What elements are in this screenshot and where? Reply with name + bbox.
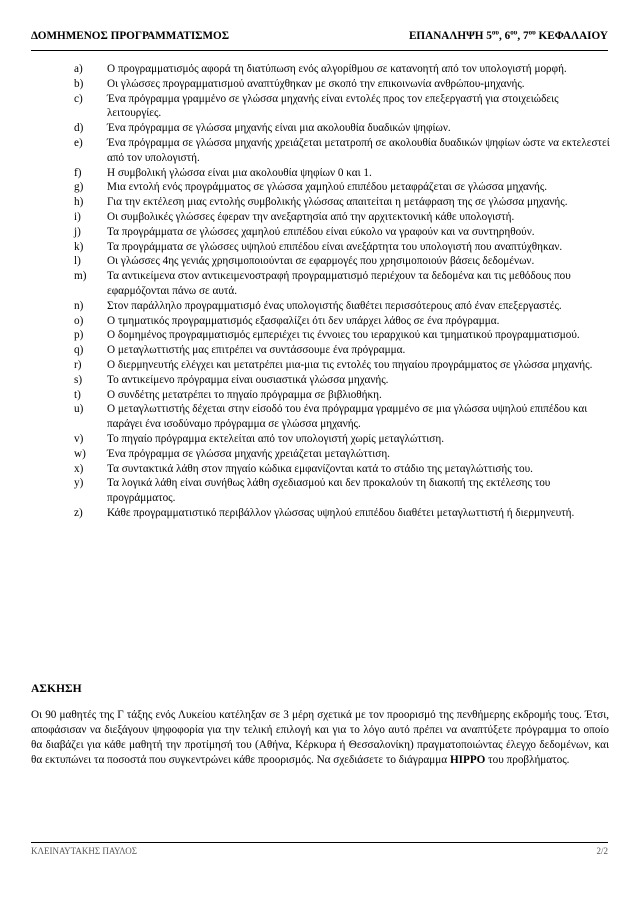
list-item-label: z) [74,506,83,519]
list-item [74,77,610,92]
list-item [74,314,610,329]
list-item-text: Ο μεταγλωττιστής δέχεται στην είσοδό του ένα πρόγραμμα γραμμένο σε μια γλώσσα υψηλού επιπέδου και παράγει ένα ισοδύναμο πρόγραμμα σε γλώσσα μηχανής. [107,403,588,431]
list-item [74,62,610,77]
list-item-text: Ο διερμηνευτής ελέγχει και μετατρέπει μια-μια τις εντολές του πηγαίου προγράμματος σε γλώσσα μηχανής. [107,358,593,371]
header-chapter-title: ΕΠΑΝΑΛΗΨΗ $5^{o\upsilon}$, $6^{o\upsilon}$, $7^{o\upsilon}$ ΚΕΦΑΛΑΙΟΥ [408,28,608,42]
list-item [74,462,610,477]
list-item-label: d) [74,122,84,135]
list-item [74,476,610,506]
list-item-text: Οι γλώσσες 4ης γενιάς χρησιμοποιούνται σε εφαρμογές που χρησιμοποιούν βάσεις δεδομένων. [107,255,535,268]
list-item-label: w) [74,447,86,460]
list-item-text: Τα συντακτικά λάθη στον πηγαίο κώδικα εμφανίζονται κατά το στάδιο της μεταγλώττισής του. [107,462,533,475]
list-item-label: u) [74,403,84,416]
list-item [74,254,610,269]
list-item-label: r) [74,358,82,371]
list-item [74,240,610,255]
list-item-text: Τα αντικείμενα στον αντικειμενοστραφή προγραμματισμό περιέχουν τα δεδομένα και τις μεθόδους που εφαρμόζονται πάνω σε αυτά. [107,270,571,297]
list-item-label: k) [74,240,84,253]
page-header [31,30,608,46]
list-item-label: l) [74,255,81,268]
list-item [74,432,610,447]
list-item-text: Τα λογικά λάθη είναι συνήθως λάθη σχεδιασμού και δεν προκαλούν τη διακοπή της εκτέλεσης του προγράμματος. [107,477,551,505]
list-item [74,166,610,181]
list-item [74,136,610,166]
exercise-text: Οι 90 μαθητές της Γ τάξης ενός Λυκείου κατέληξαν σε 3 μέρη σχετικά με τον προορισμό της πενθήμερης εκδρομής τους. Έτσι, αποφάσισαν να διεξάγουν ψηφοφορία για την τελική επιλογή και για το λόγο αυτό πρέπει να αναπτύξετε πρόγραμμα το οποίο θα διαβάζει για κάθε μαθητή την προτίμησή του (Αθήνα, Κέρκυρα ή Θεσσαλονίκη) πραγματοποιώντας έλεγχο δεδομένων, και θα εκτυπώνει τα ποσοστά που συγκεντρώνει κάθε προορισμός. Να σχεδιάσετε το διάγραμμα HIPPO του προβλήματος. [31,709,609,766]
list-item-text: Η συμβολική γλώσσα είναι μια ακολουθία ψηφίων 0 και 1. [107,166,372,179]
list-item-text: Τα προγράμματα σε γλώσσες χαμηλού επιπέδου είναι εύκολο να γραφούν και να συντηρηθούν. [107,225,535,238]
list-item-label: o) [74,314,84,327]
list-item-label: i) [74,210,81,223]
list-item-label: h) [74,196,84,209]
list-item-label: j) [74,225,81,238]
list-item-text: Ο προγραμματισμός αφορά τη διατύπωση ενός αλγορίθμου σε κατανοητή από τον υπολογιστή μορφή. [107,63,567,75]
exercise-title: ΑΣΚΗΣΗ [31,682,82,695]
list-item-label: a) [74,63,83,75]
list-item [74,373,610,388]
list-item-label: v) [74,432,84,445]
list-item-text: Ένα πρόγραμμα σε γλώσσα μηχανής είναι μια ακολουθία δυαδικών ψηφίων. [107,122,451,135]
list-item-label: m) [74,270,87,283]
list-item-text: Για την εκτέλεση μιας εντολής συμβολικής γλώσσας απαιτείται η μετάφραση της σε γλώσσα μηχανής. [107,196,568,209]
list-item-label: b) [74,77,84,90]
list-item-label: t) [74,388,81,401]
list-item-text: Οι συμβολικές γλώσσες έφεραν την ανεξαρτησία από την αρχιτεκτονική κάθε υπολογιστή. [107,210,515,223]
footer-author: ΚΛΕΙΝΑΥΤΑΚΗΣ ΠΑΥΛΟΣ [31,846,137,856]
footer-page-number: 2/2 [596,846,608,856]
list-item [74,506,610,521]
list-item [74,402,610,432]
list-item-text: Ο συνδέτης μετατρέπει το πηγαίο πρόγραμμα σε βιβλιοθήκη. [107,388,382,401]
footer-divider [31,842,608,843]
list-item [74,299,610,314]
list-item-text: Ένα πρόγραμμα σε γλώσσα μηχανής χρειάζεται μετατροπή σε ακολουθία δυαδικών ψηφίων ώστε να εκτελεστεί από τον υπολογιστή. [107,136,610,164]
list-item-text: Τα προγράμματα σε γλώσσες υψηλού επιπέδου είναι ανεξάρτητα του υπολογιστή που αναπτύχθηκαν. [107,240,563,253]
list-item-text: Ο δομημένος προγραμματισμός εμπεριέχει τις έννοιες του ιεραρχικού και τμηματικού προγραμματισμού. [107,329,580,342]
list-item-label: c) [74,92,83,105]
list-item-label: x) [74,462,84,475]
list-item [74,269,610,299]
list-item-label: y) [74,477,84,490]
statement-list [74,62,610,521]
list-item-text: Ένα πρόγραμμα σε γλώσσα μηχανής χρειάζεται μεταγλώττιση. [107,447,390,460]
list-item-text: Ο τμηματικός προγραμματισμός εξασφαλίζει ότι δεν υπάρχει λάθος σε ένα πρόγραμμα. [107,314,500,327]
list-item [74,358,610,373]
list-item-text: Το πηγαίο πρόγραμμα εκτελείται από τον υπολογιστή χωρίς μεταγλώττιση. [107,432,444,445]
list-item [74,210,610,225]
header-divider [31,50,608,51]
list-item-label: n) [74,299,84,312]
list-item [74,92,610,122]
list-item [74,328,610,343]
hippo-term: HIPPO [449,754,486,766]
list-item-text: Ο μεταγλωττιστής μας επιτρέπει να συντάσσουμε ένα πρόγραμμα. [107,344,406,357]
list-item-text: Μια εντολή ενός προγράμματος σε γλώσσα χαμηλού επιπέδου μεταφράζεται σε γλώσσα μηχανής. [107,181,548,194]
list-item [74,343,610,358]
list-item [74,180,610,195]
list-item-label: g) [74,181,84,194]
list-item-text: Το αντικείμενο πρόγραμμα είναι ουσιαστικά γλώσσα μηχανής. [107,373,389,386]
header-course-title: ΔΟΜΗΜΕΝΟΣ ΠΡΟΓΡΑΜΜΑΤΙΣΜΟΣ [31,30,230,42]
list-item [74,225,610,240]
list-item-text: Ένα πρόγραμμα γραμμένο σε γλώσσα μηχανής είναι εντολές προς τον επεξεργαστή για στοιχειώδεις λειτουργίες. [107,92,559,120]
list-item [74,388,610,403]
list-item-text: Στον παράλληλο προγραμματισμό ένας υπολογιστής διαθέτει περισσότερους από έναν επεξεργαστές. [107,299,562,312]
list-item-label: e) [74,136,83,149]
list-item-label: q) [74,344,84,357]
list-item [74,447,610,462]
list-item-text: Κάθε προγραμματιστικό περιβάλλον γλώσσας υψηλού επιπέδου διαθέτει μεταγλωττιστή ή διερμηνευτή. [107,506,575,519]
list-item [74,195,610,210]
list-item-label: s) [74,373,83,386]
list-item-label: f) [74,166,82,179]
list-item [74,121,610,136]
list-item-text: Οι γλώσσες προγραμματισμού αναπτύχθηκαν με σκοπό την επικοινωνία ανθρώπου-μηχανής. [107,77,525,90]
list-item-label: p) [74,329,84,342]
